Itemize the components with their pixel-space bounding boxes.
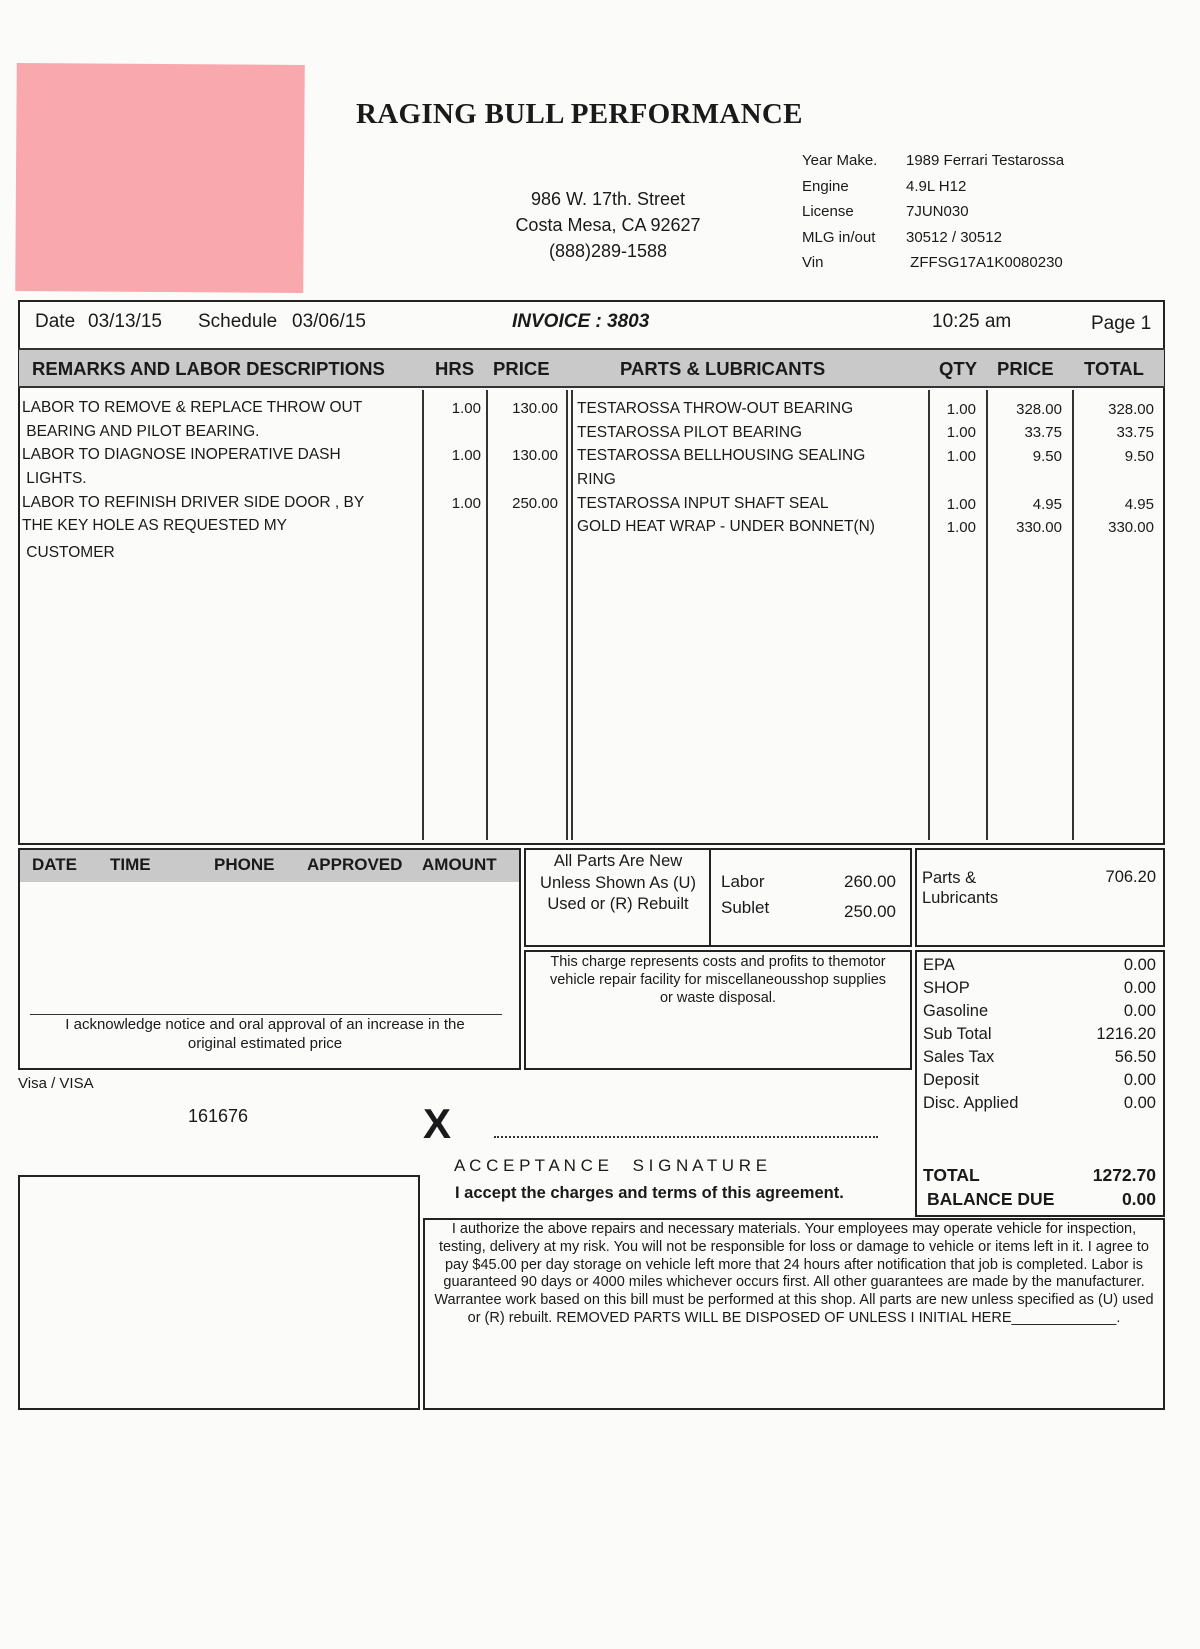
labor-line: LABOR TO REMOVE & REPLACE THROW OUT (22, 399, 363, 416)
labor-hrs: 1.00 (451, 447, 481, 464)
total-value: 0.00 (1123, 1002, 1156, 1020)
signature-title: A C C E P T A N C E S I G N A T U R E (454, 1156, 768, 1175)
invoice-time: 10:25 am (932, 311, 1012, 332)
totals-labels (923, 954, 1018, 1115)
vehicle-value: ZFFSG17A1K0080230 (906, 254, 1063, 271)
date-label: Date (35, 311, 76, 332)
vehicle-label: Engine (802, 177, 849, 195)
col-remarks: REMARKS AND LABOR DESCRIPTIONS (32, 358, 385, 379)
part-line: TESTAROSSA PILOT BEARING (577, 424, 803, 441)
divider (18, 386, 1165, 388)
col-rule (486, 390, 488, 840)
total-value: 0.00 (1123, 956, 1156, 974)
sublet-total-label: Sublet (721, 898, 770, 917)
total-label: SHOP (923, 979, 970, 997)
part-qty: 1.00 (946, 401, 976, 418)
totals-values (1050, 954, 1156, 1115)
labor-line: CUSTOMER (22, 544, 115, 561)
part-price: 9.50 (1032, 448, 1062, 465)
vehicle-value: 1989 Ferrari Testarossa (906, 152, 1065, 169)
part-line: TESTAROSSA THROW-OUT BEARING (577, 400, 854, 417)
approval-col-date: DATE (32, 855, 78, 874)
col-parts: PARTS & LUBRICANTS (620, 358, 826, 379)
part-price: 33.75 (1024, 424, 1062, 441)
labor-line: BEARING AND PILOT BEARING. (22, 423, 260, 440)
signature-x-mark: X (423, 1100, 452, 1147)
col-rule (1072, 390, 1074, 840)
part-price: 4.95 (1032, 496, 1062, 513)
schedule-date: 03/06/15 (292, 311, 366, 332)
vehicle-label: Vin (802, 254, 824, 271)
col-rule (566, 390, 568, 840)
page-number: Page 1 (1091, 313, 1152, 334)
part-line: RING (577, 471, 616, 488)
total-label: Disc. Applied (923, 1094, 1019, 1112)
labor-hrs: 1.00 (451, 400, 481, 417)
approval-col-amount: AMOUNT (422, 855, 497, 874)
col-hrs: HRS (435, 358, 475, 379)
total-label: Sales Tax (923, 1048, 995, 1066)
vehicle-labels (802, 148, 877, 276)
parts-note: All Parts Are New Unless Shown As (U) Used or (R) Rebuilt (540, 852, 696, 913)
grand-total-value: 1272.70 (1092, 1165, 1156, 1185)
signature-subtitle: I accept the charges and terms of this agreement. (455, 1184, 844, 1202)
part-qty: 1.00 (946, 424, 976, 441)
labor-line: LABOR TO REFINISH DRIVER SIDE DOOR , BY (22, 494, 365, 511)
payment-method: Visa / VISA (18, 1075, 94, 1092)
parts-lubricants-value: 706.20 (1105, 868, 1156, 886)
address-line-1: 986 W. 17th. Street (530, 189, 686, 209)
vehicle-label: MLG in/out (802, 228, 876, 246)
labor-total-value: 260.00 (844, 872, 896, 891)
balance-due-value: 0.00 (1121, 1189, 1156, 1209)
column-header-band (19, 350, 1164, 386)
col-rule (986, 390, 988, 840)
payment-reference: 161676 (188, 1106, 249, 1126)
invoice-number: INVOICE : 3803 (512, 311, 650, 332)
total-value: 0.00 (1123, 1071, 1156, 1089)
labor-line: THE KEY HOLE AS REQUESTED MY (22, 517, 288, 534)
labor-line: LIGHTS. (22, 470, 87, 487)
schedule-label: Schedule (198, 311, 278, 332)
part-qty: 1.00 (946, 448, 976, 465)
part-total: 33.75 (1116, 424, 1154, 441)
part-qty: 1.00 (946, 496, 976, 513)
approval-col-phone: PHONE (214, 855, 275, 874)
total-label: Deposit (923, 1071, 979, 1089)
part-line: TESTAROSSA INPUT SHAFT SEAL (577, 495, 829, 512)
vehicle-value: 30512 / 30512 (906, 228, 1002, 246)
terms-text: I authorize the above repairs and necessary materials. Your employees may operate vehicle for inspection, testing, delivery at my risk. You will not be responsible for loss or damage to vehicle or items left in it. I agree to pay $45.00 per day storage on vehicle left more that 24 hours after notification that job is completed. Labor is guaranteed 90 days or 4000 miles whichever occurs first. All other guarantees are made by the manufacturer. Warrantee work based on this bill must be performed at this shop. All parts are new unless specified as (U) used or (R) rebuilt. REMOVED PARTS WILL BE DISPOSED OF UNLESS I INITIAL HERE_____________. (434, 1221, 1154, 1326)
col-parts-price: PRICE (997, 358, 1054, 379)
parts-lubricants-label: Parts & Lubricants (922, 869, 999, 907)
part-line: TESTAROSSA BELLHOUSING SEALING (577, 447, 866, 464)
labor-price: 130.00 (512, 447, 558, 464)
part-line: GOLD HEAT WRAP - UNDER BONNET(N) (577, 518, 875, 535)
approval-note: I acknowledge notice and oral approval of an increase in the original estimated price (65, 1016, 465, 1052)
total-value: 0.00 (1123, 979, 1156, 997)
col-qty: QTY (939, 358, 978, 379)
col-rule (422, 390, 424, 840)
total-value: 0.00 (1123, 1094, 1156, 1112)
part-total: 330.00 (1108, 519, 1154, 536)
total-label: EPA (923, 956, 955, 974)
col-rule (928, 390, 930, 840)
part-qty: 1.00 (946, 519, 976, 536)
part-price: 330.00 (1016, 519, 1062, 536)
vehicle-values (906, 148, 1064, 276)
part-total: 4.95 (1124, 496, 1154, 513)
shop-address (496, 186, 720, 264)
col-total: TOTAL (1084, 358, 1144, 379)
vehicle-label: Year Make. (802, 152, 878, 169)
approval-col-time: TIME (110, 855, 151, 874)
sublet-total-value: 250.00 (844, 902, 896, 921)
labor-price: 250.00 (512, 495, 558, 512)
charge-note: This charge represents costs and profits to themotor vehicle repair facility for miscellaneousshop supplies or waste disposal. (549, 954, 887, 1006)
invoice-date: 03/13/15 (88, 311, 162, 332)
total-label: Sub Total (923, 1025, 992, 1043)
labor-line: LABOR TO DIAGNOSE INOPERATIVE DASH (22, 446, 341, 463)
vehicle-value: 4.9L H12 (906, 177, 967, 195)
labor-price: 130.00 (512, 400, 558, 417)
vehicle-label: License (802, 203, 854, 220)
vehicle-value: 7JUN030 (906, 203, 969, 220)
address-line-2: Costa Mesa, CA 92627 (515, 215, 701, 235)
col-price: PRICE (493, 358, 550, 379)
balance-due-label: BALANCE DUE (927, 1189, 1055, 1209)
col-rule (571, 390, 573, 840)
total-value: 1216.20 (1096, 1025, 1156, 1043)
approval-col-approved: APPROVED (307, 855, 403, 874)
part-price: 328.00 (1016, 401, 1062, 418)
part-total: 328.00 (1108, 401, 1154, 418)
grand-total-label: TOTAL (923, 1165, 980, 1185)
blank-box (18, 1175, 420, 1410)
sticky-note (15, 63, 305, 293)
labor-total-label: Labor (721, 872, 765, 891)
total-label: Gasoline (923, 1002, 989, 1020)
approval-header-band (20, 850, 519, 882)
part-total: 9.50 (1124, 448, 1154, 465)
labor-hrs: 1.00 (451, 495, 481, 512)
shop-phone: (888)289-1588 (548, 241, 668, 261)
shop-name: RAGING BULL PERFORMANCE (356, 98, 803, 130)
signature-line[interactable] (494, 1136, 878, 1138)
total-value: 56.50 (1114, 1048, 1156, 1066)
